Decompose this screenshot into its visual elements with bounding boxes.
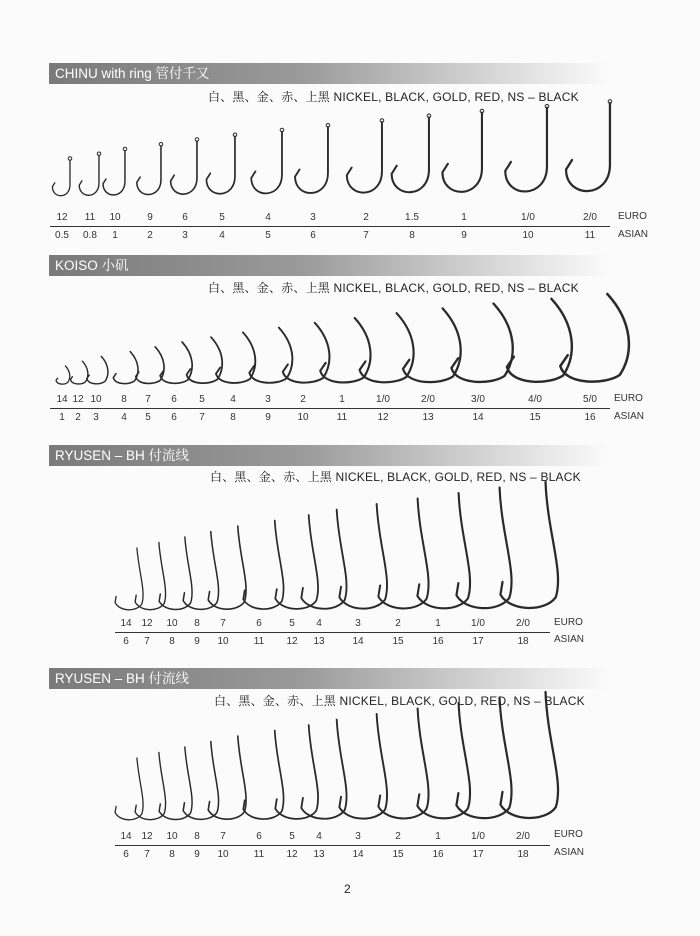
asian-size-16: 16 <box>584 412 596 423</box>
euro-size-3: 10 <box>90 394 102 405</box>
asian-size-8: 13 <box>313 849 325 860</box>
asian-size-3: 8 <box>169 849 175 860</box>
asian-size-7: 12 <box>286 849 298 860</box>
euro-size-14: 3/0 <box>471 394 485 405</box>
asian-size-3: 8 <box>169 636 175 647</box>
euro-size-13: 2/0 <box>583 212 597 223</box>
euro-size-8: 4 <box>316 618 322 629</box>
asian-size-13: 18 <box>517 849 529 860</box>
asian-size-3: 3 <box>93 412 99 423</box>
euro-size-10: 2 <box>395 831 401 842</box>
euro-size-4: 8 <box>121 394 127 405</box>
euro-size-12: 1/0 <box>471 618 485 629</box>
asian-size-13: 18 <box>517 636 529 647</box>
euro-size-12: 1/0 <box>471 831 485 842</box>
asian-size-11: 9 <box>461 230 467 241</box>
asian-size-5: 3 <box>182 230 188 241</box>
asian-size-10: 10 <box>297 412 309 423</box>
asian-size-11: 16 <box>432 849 444 860</box>
asian-size-6: 11 <box>253 636 265 647</box>
asian-size-6: 6 <box>171 412 177 423</box>
euro-size-13: 2/0 <box>421 394 435 405</box>
section-title: KOISO 小矶 <box>49 255 609 276</box>
euro-size-9: 2 <box>363 212 369 223</box>
euro-size-2: 12 <box>72 394 84 405</box>
asian-size-4: 9 <box>194 636 200 647</box>
euro-size-6: 6 <box>256 831 262 842</box>
euro-size-6: 6 <box>171 394 177 405</box>
euro-size-4: 8 <box>194 618 200 629</box>
euro-size-13: 2/0 <box>516 831 530 842</box>
euro-label: EURO <box>614 393 643 404</box>
asian-label: ASIAN <box>614 411 645 422</box>
euro-size-9: 3 <box>355 618 361 629</box>
euro-size-11: 1 <box>435 618 441 629</box>
euro-size-3: 10 <box>166 618 178 629</box>
asian-size-11: 11 <box>336 412 348 423</box>
asian-size-5: 5 <box>145 412 151 423</box>
asian-size-2: 7 <box>144 849 150 860</box>
asian-size-12: 17 <box>472 849 484 860</box>
asian-size-1: 6 <box>123 636 129 647</box>
euro-size-5: 7 <box>220 618 226 629</box>
asian-size-13: 11 <box>584 230 596 241</box>
asian-size-2: 2 <box>75 412 81 423</box>
hook-6 <box>243 731 283 820</box>
euro-size-5: 6 <box>182 212 188 223</box>
asian-size-4: 2 <box>147 230 153 241</box>
asian-size-8: 6 <box>310 230 316 241</box>
euro-size-1: 12 <box>56 212 68 223</box>
euro-size-12: 1/0 <box>521 212 535 223</box>
euro-size-6: 6 <box>256 618 262 629</box>
color-options: 白、黑、金、赤、上黑 NICKEL, BLACK, GOLD, RED, NS – BLACK <box>208 90 579 104</box>
euro-size-15: 4/0 <box>528 394 542 405</box>
asian-size-1: 0.5 <box>55 230 69 241</box>
euro-label: EURO <box>554 829 583 840</box>
section-title: RYUSEN – BH 付流线 <box>49 445 609 466</box>
asian-size-12: 12 <box>377 412 389 423</box>
asian-size-9: 7 <box>363 230 369 241</box>
asian-size-9: 9 <box>265 412 271 423</box>
asian-size-2: 7 <box>144 636 150 647</box>
hook-5 <box>208 736 246 819</box>
euro-size-9: 3 <box>355 831 361 842</box>
euro-size-9: 3 <box>265 394 271 405</box>
color-options: 白、黑、金、赤、上黑 NICKEL, BLACK, GOLD, RED, NS – BLACK <box>214 694 585 708</box>
hook-7 <box>275 725 318 819</box>
asian-size-5: 10 <box>217 849 229 860</box>
euro-size-2: 12 <box>141 618 153 629</box>
euro-size-1: 14 <box>120 831 132 842</box>
asian-size-5: 10 <box>217 636 229 647</box>
euro-size-3: 10 <box>109 212 121 223</box>
asian-size-7: 12 <box>286 636 298 647</box>
euro-size-7: 4 <box>265 212 271 223</box>
asian-size-6: 4 <box>219 230 225 241</box>
euro-size-7: 5 <box>289 618 295 629</box>
euro-size-5: 7 <box>145 394 151 405</box>
asian-size-13: 13 <box>422 412 434 423</box>
asian-size-7: 5 <box>265 230 271 241</box>
euro-size-6: 5 <box>219 212 225 223</box>
euro-size-11: 1 <box>461 212 467 223</box>
asian-size-3: 1 <box>112 230 118 241</box>
euro-size-4: 8 <box>194 831 200 842</box>
asian-size-14: 14 <box>472 412 484 423</box>
asian-size-10: 15 <box>392 636 404 647</box>
euro-size-16: 5/0 <box>583 394 597 405</box>
euro-size-8: 4 <box>230 394 236 405</box>
asian-size-15: 15 <box>529 412 541 423</box>
asian-size-2: 0.8 <box>83 230 97 241</box>
euro-size-10: 2 <box>300 394 306 405</box>
asian-label: ASIAN <box>554 847 585 858</box>
euro-size-2: 12 <box>141 831 153 842</box>
asian-size-9: 14 <box>352 636 364 647</box>
euro-size-2: 11 <box>84 212 96 223</box>
euro-size-12: 1/0 <box>376 394 390 405</box>
asian-size-12: 17 <box>472 636 484 647</box>
asian-size-8: 8 <box>230 412 236 423</box>
section-title: RYUSEN – BH 付流线 <box>49 668 609 689</box>
euro-size-1: 14 <box>120 618 132 629</box>
euro-size-8: 3 <box>310 212 316 223</box>
euro-size-10: 1.5 <box>405 212 419 223</box>
euro-size-13: 2/0 <box>516 618 530 629</box>
color-options: 白、黑、金、赤、上黑 NICKEL, BLACK, GOLD, RED, NS – BLACK <box>210 470 581 484</box>
euro-size-7: 5 <box>289 831 295 842</box>
euro-size-10: 2 <box>395 618 401 629</box>
asian-size-6: 11 <box>253 849 265 860</box>
euro-size-11: 1 <box>339 394 345 405</box>
section-title: CHINU with ring 管付千又 <box>49 63 609 84</box>
asian-size-11: 16 <box>432 636 444 647</box>
euro-size-7: 5 <box>199 394 205 405</box>
asian-size-4: 9 <box>194 849 200 860</box>
hook-2 <box>135 753 165 820</box>
euro-label: EURO <box>554 617 583 628</box>
euro-size-8: 4 <box>316 831 322 842</box>
euro-size-4: 9 <box>147 212 153 223</box>
euro-size-1: 14 <box>56 394 68 405</box>
euro-size-5: 7 <box>220 831 226 842</box>
size-divider <box>115 845 550 846</box>
hook-4 <box>183 742 218 820</box>
asian-size-1: 1 <box>59 412 65 423</box>
hook-3 <box>159 747 192 820</box>
asian-size-1: 6 <box>123 849 129 860</box>
asian-size-12: 10 <box>522 230 534 241</box>
asian-size-9: 14 <box>352 849 364 860</box>
asian-size-10: 15 <box>392 849 404 860</box>
hook-1 <box>115 758 143 820</box>
asian-size-10: 8 <box>409 230 415 241</box>
asian-size-4: 4 <box>121 412 127 423</box>
color-options: 白、黑、金、赤、上黑 NICKEL, BLACK, GOLD, RED, NS – BLACK <box>208 281 579 295</box>
euro-size-3: 10 <box>166 831 178 842</box>
asian-size-7: 7 <box>199 412 205 423</box>
hook-13 <box>500 692 558 818</box>
euro-size-11: 1 <box>435 831 441 842</box>
asian-label: ASIAN <box>618 229 649 240</box>
euro-label: EURO <box>618 211 647 222</box>
asian-label: ASIAN <box>554 634 585 645</box>
asian-size-8: 13 <box>313 636 325 647</box>
page-number: 2 <box>344 882 351 896</box>
